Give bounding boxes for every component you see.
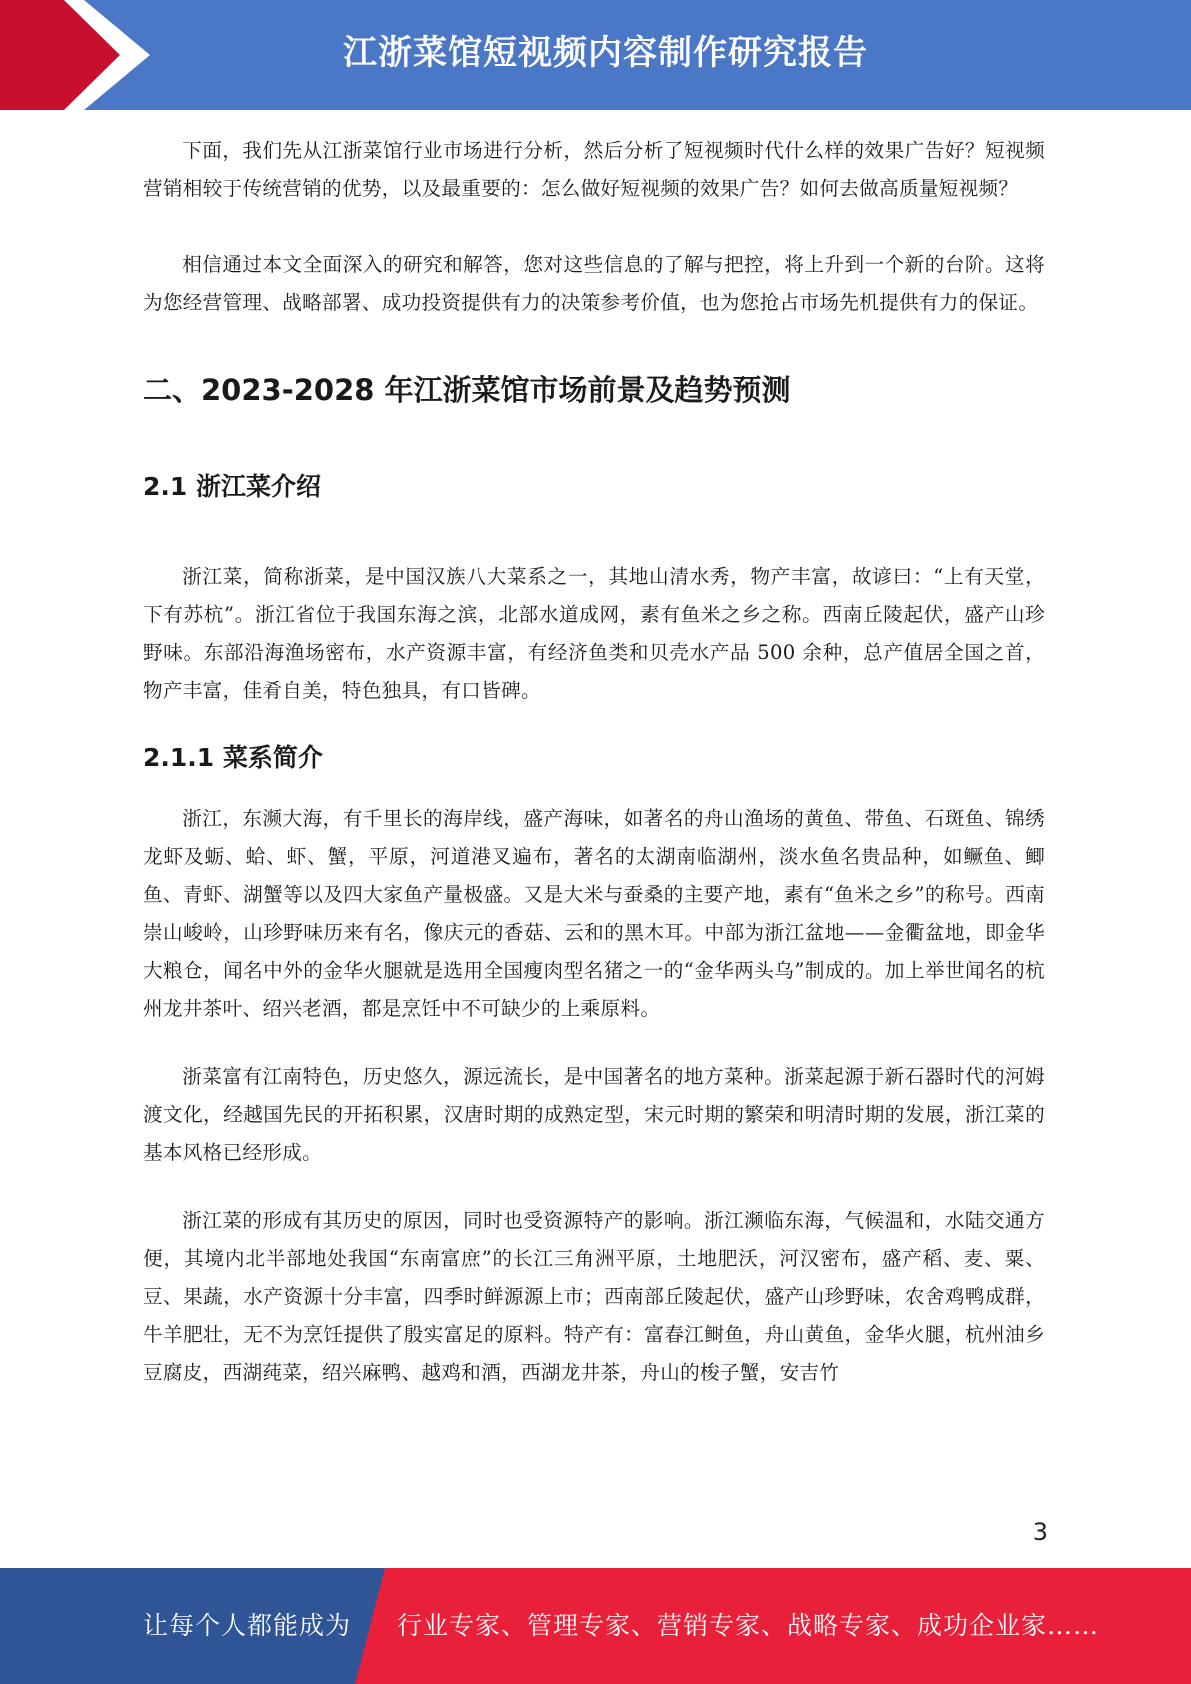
footer-slogan-left: 让每个人都能成为: [143, 1611, 352, 1640]
subsection-2-1-1-paragraph-1: 浙江，东濒大海，有千里长的海岸线，盛产海味，如著名的舟山渔场的黄鱼、带鱼、石斑鱼、锦绣龙虾及蛎、蛤、虾、蟹，平原，河道港叉遍布，著名的太湖南临湖州，淡水鱼名贵品种，如鳜鱼、鲫鱼、青虾、湖蟹等以及四大家鱼产量极盛。又是大米与蚕桑的主要产地，素有“鱼米之乡”的称号。西南崇山峻岭，山珍野味历来有名，像庆元的香菇、云和的黑木耳。中部为浙江盆地——金衢盆地，即金华大粮仓，闻名中外的金华火腿就是选用全国瘦肉型名猪之一的“金华两头乌”制成的。加上举世闻名的杭州龙井茶叶、绍兴老酒，都是烹饪中不可缺少的上乘原料。: [143, 807, 1045, 1020]
intro-paragraph-2: 相信通过本文全面深入的研究和解答，您对这些信息的了解与把控，将上升到一个新的台阶。这将为您经营管理、战略部署、成功投资提供有力的决策参考价值，也为您抢占市场先机提供有力的保证。: [143, 253, 1045, 314]
document-body: [143, 132, 1045, 1392]
header-banner: [0, 0, 1191, 110]
subsection-2-1-paragraph-1: 浙江菜，简称浙菜，是中国汉族八大菜系之一，其地山清水秀，物产丰富，故谚曰：“上有天堂，下有苏杭”。浙江省位于我国东海之滨，北部水道成网，素有鱼米之乡之称。西南丘陵起伏，盛产山珍野味。东部沿海渔场密布，水产资源丰富，有经济鱼类和贝壳水产品 500 余种，总产值居全国之首，物产丰富，佳肴自美，特色独具，有口皆碑。: [143, 565, 1045, 702]
page-number: 3: [1032, 1518, 1048, 1546]
intro-paragraph-1: 下面，我们先从江浙菜馆行业市场进行分析，然后分析了短视频时代什么样的效果广告好？短视频营销相较于传统营销的优势，以及最重要的：怎么做好短视频的效果广告？如何去做高质量短视频？: [143, 139, 1045, 200]
subsection-heading-2-1: 2.1 浙江菜介绍: [143, 472, 321, 501]
footer-banner: [0, 1568, 1191, 1684]
section-heading-2: 二、2023-2028 年江浙菜馆市场前景及趋势预测: [143, 373, 791, 407]
subsection-2-1-1-paragraph-2: 浙菜富有江南特色，历史悠久，源远流长，是中国著名的地方菜种。浙菜起源于新石器时代的河姆渡文化，经越国先民的开拓积累，汉唐时期的成熟定型，宋元时期的繁荣和明清时期的发展，浙江菜的基本风格已经形成。: [143, 1065, 1045, 1164]
report-title: 江浙菜馆短视频内容制作研究报告: [343, 33, 868, 73]
subsection-heading-2-1-1: 2.1.1 菜系简介: [143, 743, 323, 772]
footer-slogan-right: 行业专家、管理专家、营销专家、战略专家、成功企业家……: [397, 1611, 1100, 1640]
subsection-2-1-1-paragraph-3: 浙江菜的形成有其历史的原因，同时也受资源特产的影响。浙江濒临东海，气候温和，水陆交通方便，其境内北半部地处我国“东南富庶”的长江三角洲平原，土地肥沃，河汉密布，盛产稻、麦、粟、豆、果蔬，水产资源十分丰富，四季时鲜源源上市；西南部丘陵起伏，盛产山珍野味，农舍鸡鸭成群，牛羊肥壮，无不为烹饪提供了殷实富足的原料。特产有：富春江鲥鱼，舟山黄鱼，金华火腿，杭州油乡豆腐皮，西湖莼菜，绍兴麻鸭、越鸡和酒，西湖龙井茶，舟山的梭子蟹，安吉竹: [143, 1209, 1045, 1384]
